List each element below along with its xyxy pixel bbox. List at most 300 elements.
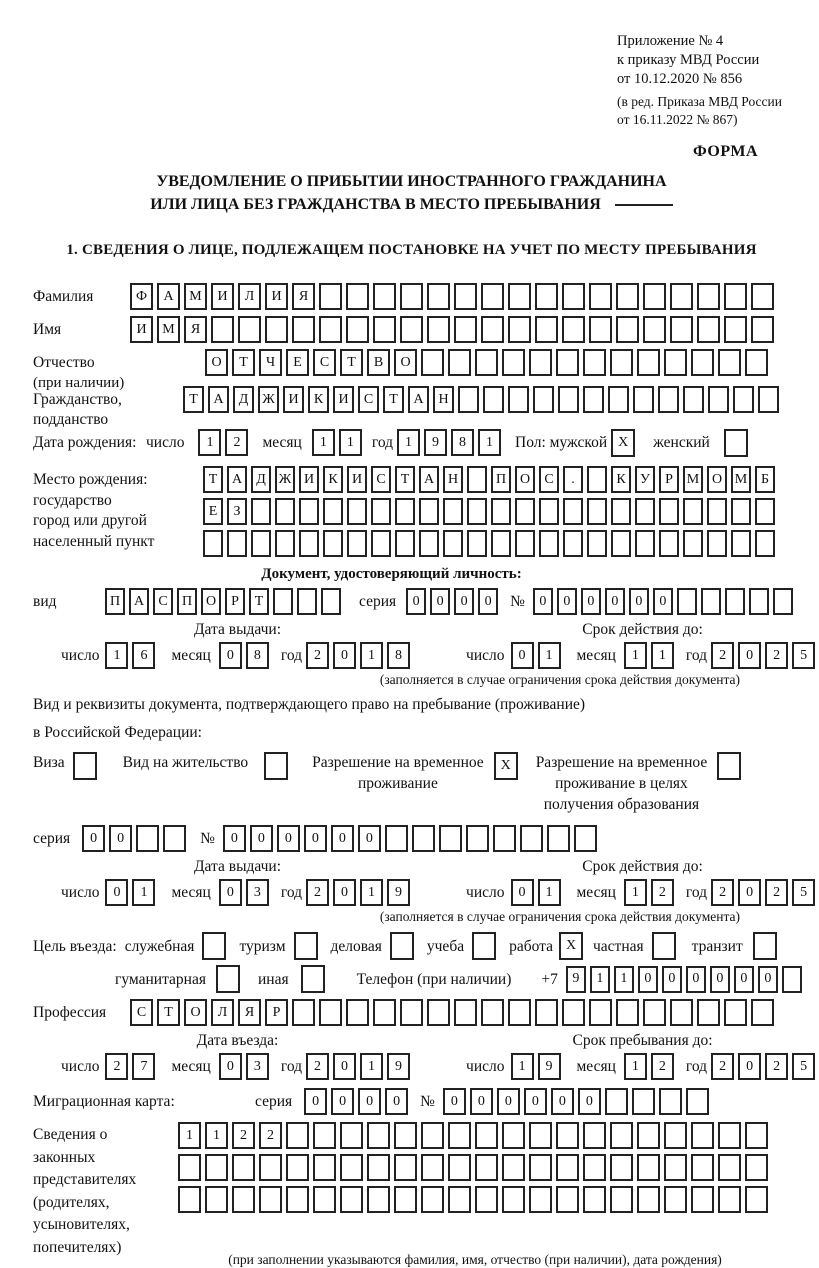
form-cell[interactable]: 0 (454, 588, 474, 615)
form-cell[interactable] (292, 999, 315, 1026)
form-cell[interactable]: 1 (312, 429, 335, 456)
form-cell[interactable] (346, 283, 369, 310)
form-cell[interactable] (390, 932, 414, 960)
form-cell[interactable] (718, 1186, 741, 1213)
form-cell[interactable]: 7 (132, 1053, 155, 1080)
form-cell[interactable]: С (313, 349, 336, 376)
form-cell[interactable]: 1 (360, 642, 383, 669)
form-cell[interactable]: 8 (451, 429, 474, 456)
form-cell[interactable]: 0 (524, 1088, 547, 1115)
form-cell[interactable] (718, 349, 741, 376)
form-cell[interactable] (313, 1154, 336, 1181)
form-cell[interactable]: Т (383, 386, 404, 413)
form-cell[interactable]: 1 (511, 1053, 534, 1080)
form-cell[interactable] (724, 429, 748, 457)
form-cell[interactable] (439, 825, 462, 852)
form-cell[interactable] (563, 498, 583, 525)
form-cell[interactable] (670, 283, 693, 310)
form-cell[interactable]: А (208, 386, 229, 413)
form-cell[interactable]: 2 (711, 642, 734, 669)
form-cell[interactable] (643, 316, 666, 343)
form-cell[interactable] (508, 386, 529, 413)
form-cell[interactable] (691, 1122, 714, 1149)
form-cell[interactable]: И (299, 466, 319, 493)
form-cell[interactable] (481, 283, 504, 310)
form-cell[interactable] (211, 316, 234, 343)
form-cell[interactable]: 0 (304, 1088, 327, 1115)
form-cell[interactable] (493, 825, 516, 852)
form-cell[interactable] (395, 530, 415, 557)
form-cell[interactable]: А (408, 386, 429, 413)
form-cell[interactable] (367, 1154, 390, 1181)
form-cell[interactable]: Т (232, 349, 255, 376)
form-cell[interactable]: 0 (581, 588, 601, 615)
form-cell[interactable] (321, 588, 341, 615)
form-cell[interactable]: 0 (533, 588, 553, 615)
form-cell[interactable]: В (367, 349, 390, 376)
form-cell[interactable] (515, 530, 535, 557)
form-cell[interactable]: И (211, 283, 234, 310)
form-cell[interactable] (751, 283, 774, 310)
form-cell[interactable]: 2 (651, 1053, 674, 1080)
form-cell[interactable] (556, 349, 579, 376)
form-cell[interactable]: 0 (662, 966, 682, 993)
form-cell[interactable]: У (635, 466, 655, 493)
form-cell[interactable]: 9 (538, 1053, 561, 1080)
form-cell[interactable] (697, 283, 720, 310)
form-cell[interactable] (529, 1154, 552, 1181)
form-cell[interactable] (574, 825, 597, 852)
form-cell[interactable] (346, 999, 369, 1026)
form-cell[interactable] (707, 498, 727, 525)
form-cell[interactable]: Т (340, 349, 363, 376)
form-cell[interactable] (697, 316, 720, 343)
form-cell[interactable]: 1 (651, 642, 674, 669)
form-cell[interactable] (535, 283, 558, 310)
form-cell[interactable] (745, 349, 768, 376)
form-cell[interactable] (205, 1154, 228, 1181)
form-cell[interactable] (136, 825, 159, 852)
form-cell[interactable]: Н (443, 466, 463, 493)
form-cell[interactable] (419, 530, 439, 557)
form-cell[interactable] (319, 316, 342, 343)
form-cell[interactable] (724, 316, 747, 343)
form-cell[interactable]: 2 (306, 642, 329, 669)
form-cell[interactable] (400, 999, 423, 1026)
form-cell[interactable] (563, 530, 583, 557)
form-cell[interactable]: А (129, 588, 149, 615)
form-cell[interactable] (323, 498, 343, 525)
form-cell[interactable]: 0 (686, 966, 706, 993)
form-cell[interactable] (745, 1186, 768, 1213)
form-cell[interactable] (664, 349, 687, 376)
form-cell[interactable] (608, 386, 629, 413)
form-cell[interactable]: С (539, 466, 559, 493)
form-cell[interactable]: 1 (590, 966, 610, 993)
form-cell[interactable] (583, 1186, 606, 1213)
form-cell[interactable]: М (157, 316, 180, 343)
form-cell[interactable] (782, 966, 802, 993)
form-cell[interactable]: 0 (551, 1088, 574, 1115)
form-cell[interactable] (466, 825, 489, 852)
form-cell[interactable] (467, 498, 487, 525)
form-cell[interactable] (232, 1154, 255, 1181)
form-cell[interactable]: . (563, 466, 583, 493)
form-cell[interactable]: 0 (758, 966, 778, 993)
form-cell[interactable] (259, 1154, 282, 1181)
form-cell[interactable]: 1 (360, 1053, 383, 1080)
form-cell[interactable] (529, 1186, 552, 1213)
form-cell[interactable] (373, 999, 396, 1026)
form-cell[interactable]: 0 (331, 825, 354, 852)
form-cell[interactable]: П (177, 588, 197, 615)
form-cell[interactable]: 2 (765, 879, 788, 906)
form-cell[interactable] (491, 498, 511, 525)
form-cell[interactable] (583, 1154, 606, 1181)
form-cell[interactable]: 0 (304, 825, 327, 852)
form-cell[interactable] (299, 498, 319, 525)
form-cell[interactable] (259, 1186, 282, 1213)
form-cell[interactable]: 9 (387, 1053, 410, 1080)
form-cell[interactable] (658, 386, 679, 413)
form-cell[interactable]: Я (184, 316, 207, 343)
form-cell[interactable] (633, 386, 654, 413)
form-cell[interactable] (670, 316, 693, 343)
form-cell[interactable] (758, 386, 779, 413)
form-cell[interactable] (301, 965, 325, 993)
form-cell[interactable] (749, 588, 769, 615)
form-cell[interactable]: З (227, 498, 247, 525)
form-cell[interactable] (610, 1186, 633, 1213)
form-cell[interactable] (475, 1154, 498, 1181)
form-cell[interactable]: Я (238, 999, 261, 1026)
form-cell[interactable] (529, 349, 552, 376)
form-cell[interactable] (589, 999, 612, 1026)
form-cell[interactable]: 1 (397, 429, 420, 456)
form-cell[interactable]: 1 (339, 429, 362, 456)
form-cell[interactable] (216, 965, 240, 993)
form-cell[interactable] (659, 498, 679, 525)
form-cell[interactable] (373, 316, 396, 343)
form-cell[interactable] (371, 498, 391, 525)
form-cell[interactable]: 0 (109, 825, 132, 852)
form-cell[interactable] (637, 1154, 660, 1181)
form-cell[interactable]: 2 (105, 1053, 128, 1080)
form-cell[interactable]: 1 (105, 642, 128, 669)
form-cell[interactable] (367, 1186, 390, 1213)
form-cell[interactable]: О (394, 349, 417, 376)
form-cell[interactable] (616, 999, 639, 1026)
form-cell[interactable]: 2 (765, 642, 788, 669)
form-cell[interactable] (394, 1122, 417, 1149)
form-cell[interactable] (299, 530, 319, 557)
form-cell[interactable]: 2 (306, 879, 329, 906)
form-cell[interactable] (421, 1186, 444, 1213)
form-cell[interactable]: Ч (259, 349, 282, 376)
form-cell[interactable] (508, 283, 531, 310)
form-cell[interactable] (491, 530, 511, 557)
form-cell[interactable] (400, 316, 423, 343)
form-cell[interactable] (717, 752, 741, 780)
form-cell[interactable] (367, 1122, 390, 1149)
form-cell[interactable] (539, 530, 559, 557)
form-cell[interactable] (605, 1088, 628, 1115)
form-cell[interactable]: Л (238, 283, 261, 310)
form-cell[interactable] (297, 588, 317, 615)
form-cell[interactable] (395, 498, 415, 525)
form-cell[interactable] (745, 1122, 768, 1149)
form-cell[interactable] (697, 999, 720, 1026)
form-cell[interactable]: Б (755, 466, 775, 493)
form-cell[interactable]: 1 (624, 879, 647, 906)
form-cell[interactable] (755, 498, 775, 525)
form-cell[interactable]: 1 (198, 429, 221, 456)
form-cell[interactable]: Ф (130, 283, 153, 310)
form-cell[interactable] (635, 530, 655, 557)
form-cell[interactable] (718, 1122, 741, 1149)
form-cell[interactable] (724, 283, 747, 310)
form-cell[interactable]: 9 (387, 879, 410, 906)
form-cell[interactable]: Д (233, 386, 254, 413)
form-cell[interactable] (547, 825, 570, 852)
form-cell[interactable]: И (333, 386, 354, 413)
form-cell[interactable] (664, 1122, 687, 1149)
form-cell[interactable] (346, 316, 369, 343)
form-cell[interactable]: 0 (497, 1088, 520, 1115)
form-cell[interactable]: 3 (246, 879, 269, 906)
form-cell[interactable]: Д (251, 466, 271, 493)
form-cell[interactable] (238, 316, 261, 343)
form-cell[interactable] (265, 316, 288, 343)
form-cell[interactable] (610, 1154, 633, 1181)
form-cell[interactable] (558, 386, 579, 413)
form-cell[interactable]: 8 (387, 642, 410, 669)
form-cell[interactable]: X (559, 932, 583, 960)
form-cell[interactable]: 1 (614, 966, 634, 993)
form-cell[interactable]: С (130, 999, 153, 1026)
form-cell[interactable] (637, 349, 660, 376)
form-cell[interactable]: 1 (624, 642, 647, 669)
form-cell[interactable] (340, 1186, 363, 1213)
form-cell[interactable]: 0 (219, 642, 242, 669)
form-cell[interactable]: 0 (443, 1088, 466, 1115)
form-cell[interactable]: П (105, 588, 125, 615)
form-cell[interactable] (643, 283, 666, 310)
form-cell[interactable] (178, 1186, 201, 1213)
form-cell[interactable]: И (347, 466, 367, 493)
form-cell[interactable] (467, 530, 487, 557)
form-cell[interactable]: 9 (424, 429, 447, 456)
form-cell[interactable] (725, 588, 745, 615)
form-cell[interactable] (691, 1154, 714, 1181)
form-cell[interactable]: 2 (225, 429, 248, 456)
form-cell[interactable] (448, 1122, 471, 1149)
form-cell[interactable] (677, 588, 697, 615)
form-cell[interactable] (562, 999, 585, 1026)
form-cell[interactable]: 1 (538, 642, 561, 669)
form-cell[interactable] (292, 316, 315, 343)
form-cell[interactable]: С (371, 466, 391, 493)
form-cell[interactable] (454, 283, 477, 310)
form-cell[interactable] (251, 498, 271, 525)
form-cell[interactable]: 2 (711, 879, 734, 906)
form-cell[interactable] (724, 999, 747, 1026)
form-cell[interactable] (275, 530, 295, 557)
form-cell[interactable] (275, 498, 295, 525)
form-cell[interactable] (755, 530, 775, 557)
form-cell[interactable]: И (283, 386, 304, 413)
form-cell[interactable]: 0 (358, 825, 381, 852)
form-cell[interactable] (319, 999, 342, 1026)
form-cell[interactable]: 0 (738, 642, 761, 669)
form-cell[interactable] (632, 1088, 655, 1115)
form-cell[interactable] (475, 1122, 498, 1149)
form-cell[interactable] (448, 349, 471, 376)
form-cell[interactable] (340, 1122, 363, 1149)
form-cell[interactable] (178, 1154, 201, 1181)
form-cell[interactable] (683, 498, 703, 525)
form-cell[interactable]: 0 (250, 825, 273, 852)
form-cell[interactable]: Ж (275, 466, 295, 493)
form-cell[interactable]: Т (183, 386, 204, 413)
form-cell[interactable] (448, 1186, 471, 1213)
form-cell[interactable]: П (491, 466, 511, 493)
form-cell[interactable]: 1 (205, 1122, 228, 1149)
form-cell[interactable] (373, 283, 396, 310)
form-cell[interactable] (427, 283, 450, 310)
form-cell[interactable]: 0 (406, 588, 426, 615)
form-cell[interactable] (394, 1154, 417, 1181)
form-cell[interactable]: 0 (605, 588, 625, 615)
form-cell[interactable] (670, 999, 693, 1026)
form-cell[interactable]: Е (286, 349, 309, 376)
form-cell[interactable] (502, 1186, 525, 1213)
form-cell[interactable] (454, 316, 477, 343)
form-cell[interactable]: М (184, 283, 207, 310)
form-cell[interactable] (371, 530, 391, 557)
form-cell[interactable] (264, 752, 288, 780)
form-cell[interactable]: Е (203, 498, 223, 525)
form-cell[interactable] (611, 530, 631, 557)
form-cell[interactable]: 2 (651, 879, 674, 906)
form-cell[interactable] (751, 316, 774, 343)
form-cell[interactable] (319, 283, 342, 310)
form-cell[interactable] (421, 1154, 444, 1181)
form-cell[interactable] (583, 349, 606, 376)
form-cell[interactable] (539, 498, 559, 525)
form-cell[interactable] (385, 825, 408, 852)
form-cell[interactable] (616, 283, 639, 310)
form-cell[interactable] (419, 498, 439, 525)
form-cell[interactable]: Т (203, 466, 223, 493)
form-cell[interactable]: 0 (219, 879, 242, 906)
form-cell[interactable]: 2 (711, 1053, 734, 1080)
form-cell[interactable]: О (515, 466, 535, 493)
form-cell[interactable]: 0 (277, 825, 300, 852)
form-cell[interactable] (232, 1186, 255, 1213)
form-cell[interactable] (508, 316, 531, 343)
form-cell[interactable] (733, 386, 754, 413)
form-cell[interactable] (502, 1154, 525, 1181)
form-cell[interactable]: Т (249, 588, 269, 615)
form-cell[interactable] (227, 530, 247, 557)
form-cell[interactable]: 0 (470, 1088, 493, 1115)
form-cell[interactable]: 0 (653, 588, 673, 615)
form-cell[interactable]: Я (292, 283, 315, 310)
form-cell[interactable] (753, 932, 777, 960)
form-cell[interactable]: 2 (306, 1053, 329, 1080)
form-cell[interactable]: М (683, 466, 703, 493)
form-cell[interactable]: Р (265, 999, 288, 1026)
form-cell[interactable] (443, 530, 463, 557)
form-cell[interactable]: О (201, 588, 221, 615)
form-cell[interactable] (313, 1122, 336, 1149)
form-cell[interactable]: 8 (246, 642, 269, 669)
form-cell[interactable] (731, 530, 751, 557)
form-cell[interactable]: 0 (557, 588, 577, 615)
form-cell[interactable] (286, 1122, 309, 1149)
form-cell[interactable] (535, 316, 558, 343)
form-cell[interactable] (610, 349, 633, 376)
form-cell[interactable] (427, 999, 450, 1026)
form-cell[interactable] (286, 1186, 309, 1213)
form-cell[interactable] (583, 1122, 606, 1149)
form-cell[interactable] (587, 530, 607, 557)
form-cell[interactable] (635, 498, 655, 525)
form-cell[interactable] (203, 530, 223, 557)
form-cell[interactable]: 0 (358, 1088, 381, 1115)
form-cell[interactable] (683, 386, 704, 413)
form-cell[interactable] (427, 316, 450, 343)
form-cell[interactable] (589, 283, 612, 310)
form-cell[interactable] (691, 349, 714, 376)
form-cell[interactable] (664, 1186, 687, 1213)
form-cell[interactable] (686, 1088, 709, 1115)
form-cell[interactable]: 0 (82, 825, 105, 852)
form-cell[interactable]: И (130, 316, 153, 343)
form-cell[interactable]: 2 (765, 1053, 788, 1080)
form-cell[interactable] (347, 498, 367, 525)
form-cell[interactable] (529, 1122, 552, 1149)
form-cell[interactable] (502, 1122, 525, 1149)
form-cell[interactable] (533, 386, 554, 413)
form-cell[interactable] (637, 1186, 660, 1213)
form-cell[interactable] (637, 1122, 660, 1149)
form-cell[interactable]: Т (395, 466, 415, 493)
form-cell[interactable] (556, 1122, 579, 1149)
form-cell[interactable]: 0 (333, 1053, 356, 1080)
form-cell[interactable]: X (611, 429, 635, 457)
form-cell[interactable]: 0 (331, 1088, 354, 1115)
form-cell[interactable] (340, 1154, 363, 1181)
form-cell[interactable] (421, 1122, 444, 1149)
form-cell[interactable] (251, 530, 271, 557)
form-cell[interactable] (467, 466, 487, 493)
form-cell[interactable]: 0 (511, 879, 534, 906)
form-cell[interactable]: 0 (734, 966, 754, 993)
form-cell[interactable]: 2 (259, 1122, 282, 1149)
form-cell[interactable] (443, 498, 463, 525)
form-cell[interactable]: С (153, 588, 173, 615)
form-cell[interactable]: 0 (333, 642, 356, 669)
form-cell[interactable] (323, 530, 343, 557)
form-cell[interactable] (394, 1186, 417, 1213)
form-cell[interactable] (520, 825, 543, 852)
form-cell[interactable]: 0 (578, 1088, 601, 1115)
form-cell[interactable] (502, 349, 525, 376)
form-cell[interactable] (508, 999, 531, 1026)
form-cell[interactable]: 1 (132, 879, 155, 906)
